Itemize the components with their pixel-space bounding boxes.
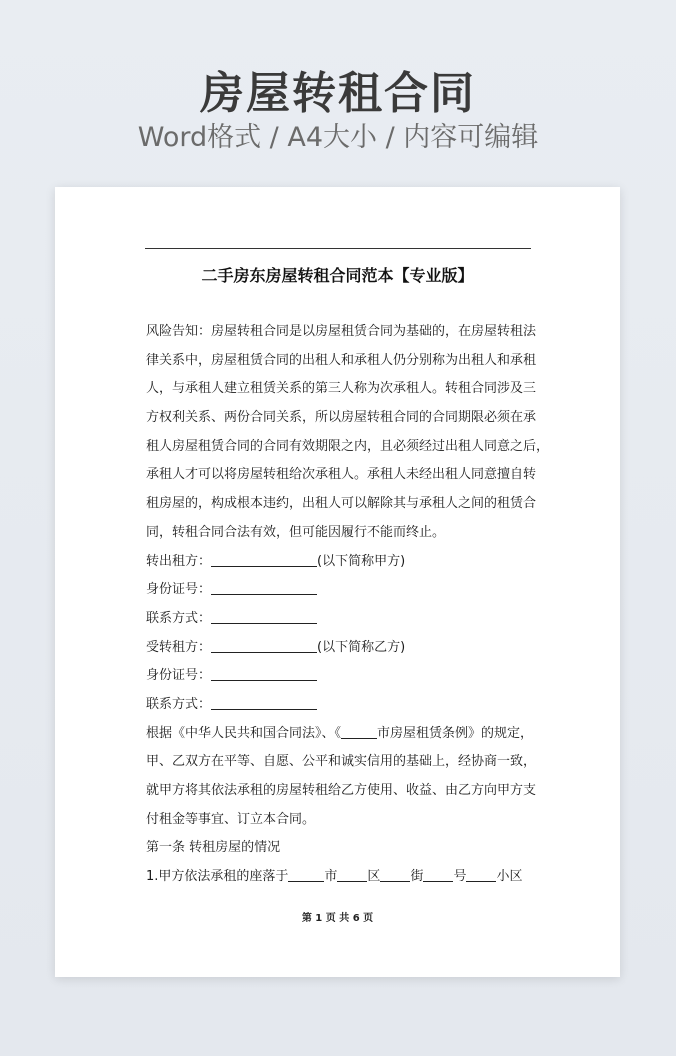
document-body xyxy=(146,318,550,892)
city-blank[interactable] xyxy=(288,867,324,882)
party-a-id-label: 身份证号： xyxy=(146,582,212,598)
community-label: 小区 xyxy=(496,869,523,885)
page-title: 房屋转租合同 xyxy=(200,68,476,119)
page-subtitle: Word格式 / A4大小 / 内容可编辑 xyxy=(137,122,539,153)
item-1-prefix: 1.甲方依法承租的座落于 xyxy=(146,869,289,885)
party-b-contact-blank[interactable] xyxy=(211,695,317,710)
party-a-contact-blank[interactable] xyxy=(211,609,317,624)
street-label: 街 xyxy=(410,869,424,885)
district-label: 区 xyxy=(367,869,381,885)
party-a-note: (以下简称甲方) xyxy=(317,553,406,569)
basis-text-b: 市房屋租赁条例》的规定， xyxy=(377,725,534,741)
risk-line: 承租人才可以将房屋转租给次承租人。承租人未经出租人同意擅自转 xyxy=(146,467,537,483)
party-a-row xyxy=(146,548,532,577)
party-b-note: (以下简称乙方) xyxy=(317,639,406,655)
party-b-id-label: 身份证号： xyxy=(146,668,212,684)
risk-line: 律关系中，房屋租赁合同的出租人和承租人仍分别称为出租人和承租 xyxy=(146,352,537,368)
risk-line: 风险告知：房屋转租合同是以房屋租赁合同为基础的，在房屋转租法 xyxy=(146,324,537,339)
document-title: 二手房东房屋转租合同范本【专业版】 xyxy=(201,266,474,285)
district-blank[interactable] xyxy=(337,867,367,882)
community-blank[interactable] xyxy=(466,867,496,882)
basis-line: 就甲方将其依法承租的房屋转租给乙方使用、收益、由乙方向甲方支 xyxy=(146,783,537,798)
risk-line: 人，与承租人建立租赁关系的第三人称为次承租人。转租合同涉及三 xyxy=(146,381,537,397)
risk-line: 同，转租合同合法有效，但可能因履行不能而终止。 xyxy=(146,524,446,540)
header-rule xyxy=(145,248,531,249)
basis-text-a: 根据《中华人民共和国合同法》、《 xyxy=(146,725,342,741)
page-footer: 第 1 页 共 6 页 xyxy=(301,913,374,924)
basis-line: 付租金等事宜、订立本合同。 xyxy=(146,811,316,827)
party-b-contact-label: 联系方式： xyxy=(146,696,212,712)
party-a-name-blank[interactable] xyxy=(211,552,317,567)
party-b-label: 受转租方： xyxy=(146,639,212,655)
party-a-contact-label: 联系方式： xyxy=(146,610,212,626)
party-a-contact-row xyxy=(146,605,532,634)
street-blank[interactable] xyxy=(380,867,410,882)
document-page xyxy=(55,187,620,977)
party-b-name-blank[interactable] xyxy=(211,638,317,653)
basis-line: 甲、乙双方在平等、自愿、公平和诚实信用的基础上，经协商一致， xyxy=(146,754,537,770)
party-b-contact-row xyxy=(146,691,532,720)
party-a-label: 转出租方： xyxy=(146,553,212,569)
risk-line: 方权利关系、两份合同关系，所以房屋转租合同的合同期限必须在承 xyxy=(146,410,537,426)
city-label: 市 xyxy=(324,869,338,885)
party-b-id-row xyxy=(146,662,532,691)
number-label: 号 xyxy=(453,869,467,885)
city-regulation-blank[interactable] xyxy=(341,724,377,739)
party-b-row xyxy=(146,634,532,663)
party-a-id-blank[interactable] xyxy=(211,580,317,595)
article-1-title: 第一条 转租房屋的情况 xyxy=(146,840,281,856)
risk-line: 租房屋的，构成根本违约，出租人可以解除其与承租人之间的租赁合 xyxy=(146,496,537,512)
number-blank[interactable] xyxy=(423,867,453,882)
party-a-id-row xyxy=(146,576,532,605)
item-1-row xyxy=(146,863,532,892)
party-b-id-blank[interactable] xyxy=(211,666,317,681)
basis-line xyxy=(146,720,532,749)
risk-line: 租人房屋租赁合同的合同有效期限之内，且必须经过出租人同意之后， xyxy=(146,438,550,454)
